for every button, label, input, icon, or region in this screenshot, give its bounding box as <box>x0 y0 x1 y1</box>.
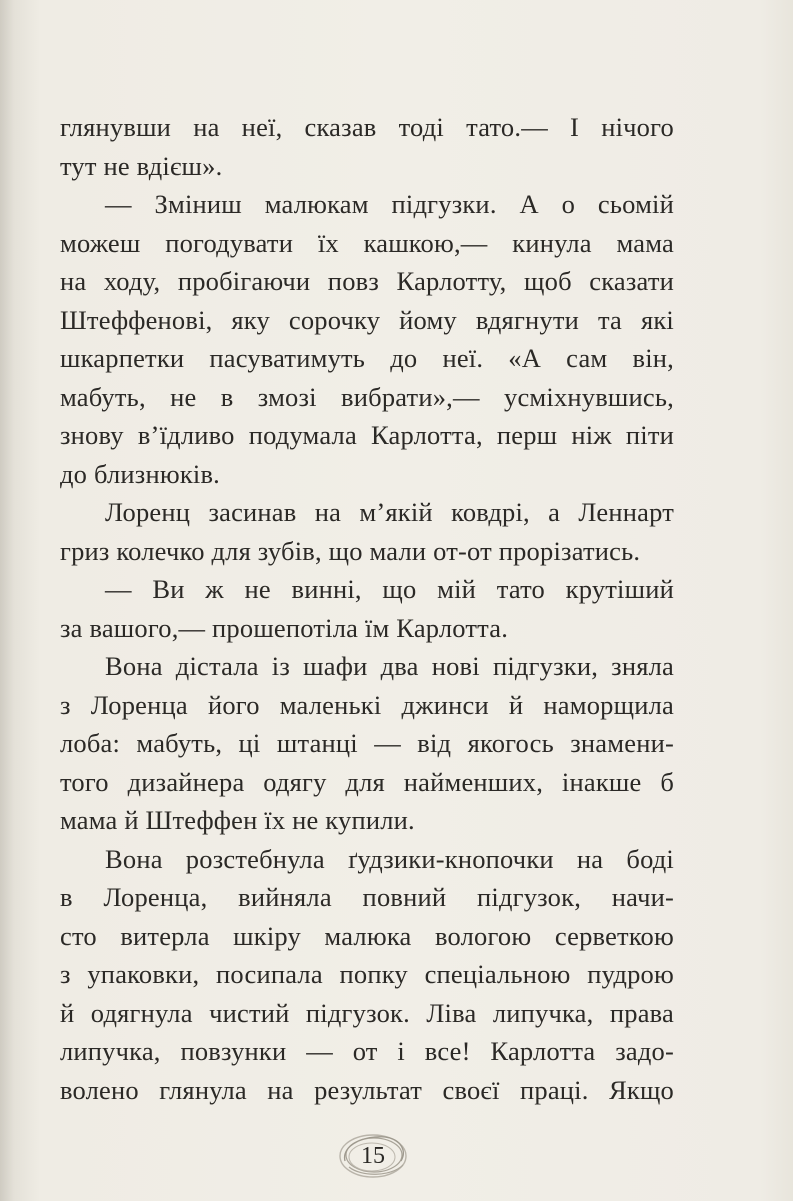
text-line: знову в’їдливо подумала Карлотта, перш ніж піти <box>60 420 674 450</box>
text-line: — Ви ж не винні, що мій тато крутіший <box>105 574 674 604</box>
text-line: липучка, повзунки — от і все! Карлотта задо- <box>60 1036 674 1066</box>
text-line: Вона розстебнула ґудзики-кнопочки на боді <box>105 843 674 874</box>
text-line: Лоренц засинав на м’якій ковдрі, а Леннарт <box>105 497 674 527</box>
text-line: того дизайнера одягу для найменших, інакше б <box>60 766 674 797</box>
text-line: на ходу, пробігаючи повз Карлотту, щоб сказати <box>60 266 674 296</box>
text-line: в Лоренца, вийняла повний підгузок, начи- <box>60 882 674 912</box>
page-number-ornament <box>335 1131 411 1181</box>
text-line: глянувши на неї, сказав тоді тато.— І нічого <box>60 112 674 142</box>
page-number: 15 <box>361 1143 385 1169</box>
text-line: лоба: мабуть, ці штанці — від якогось знамени- <box>60 728 674 758</box>
text-line: до близнюків. <box>60 458 221 489</box>
text-line: шкарпетки пасуватимуть до неї. «А сам він, <box>60 343 674 373</box>
text-line: — Зміниш малюкам підгузки. А о сьомій <box>105 189 674 219</box>
text-line: можеш погодувати їх кашкою,— кинула мама <box>60 227 674 258</box>
text-line: мабуть, не в змозі вибрати»,— усміхнувшись, <box>60 381 674 412</box>
text-line: з упаковки, посипала попку спеціальною пудрою <box>60 959 674 989</box>
text-line: мама й Штеффен їх не купили. <box>60 805 415 835</box>
page-body-text <box>60 108 674 1109</box>
text-line: тут не вдієш». <box>60 150 223 181</box>
text-line: за вашого,— прошепотіла їм Карлотта. <box>60 612 509 643</box>
text-line: Штеффенові, яку сорочку йому вдягнути та які <box>60 304 674 335</box>
text-line: волено глянула на результат своєї праці. Якщо <box>60 1074 674 1105</box>
text-line: гриз колечко для зубів, що мали от-от прорізатись. <box>60 535 641 566</box>
text-line: Вона дістала із шафи два нові підгузки, зняла <box>105 651 674 681</box>
text-line: з Лоренца його маленькі джинси й наморщила <box>60 689 674 720</box>
text-line: сто витерла шкіру малюка вологою серветкою <box>60 920 674 951</box>
text-line: й одягнула чистий підгузок. Ліва липучка, права <box>60 997 674 1028</box>
